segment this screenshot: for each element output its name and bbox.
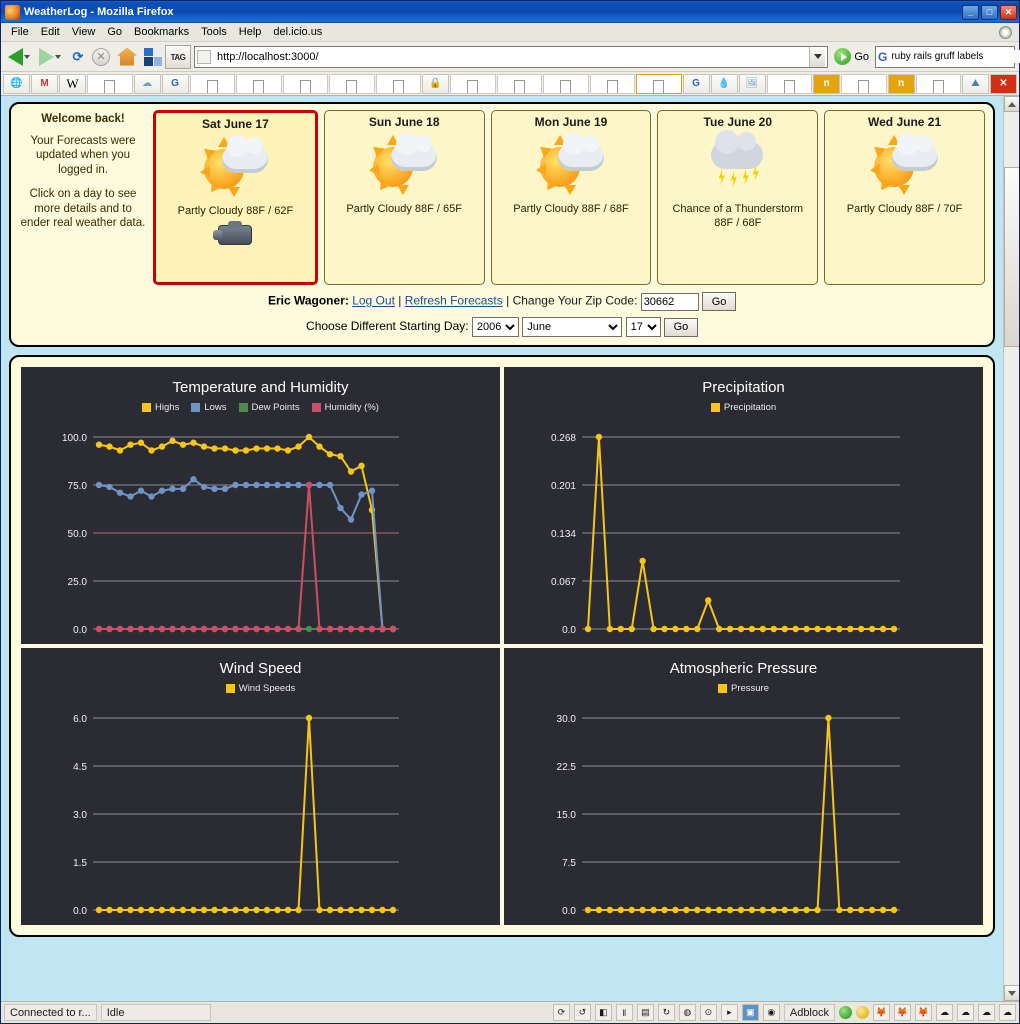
bookmark-page-icon-12[interactable] — [841, 74, 887, 94]
day-text: Partly Cloudy 88F / 70F — [846, 203, 963, 215]
starting-day-chooser — [19, 317, 985, 337]
status-icon-2[interactable]: ↺ — [574, 1004, 591, 1021]
chooser-go-button[interactable]: Go — [664, 318, 698, 337]
partly-cloudy-icon — [159, 133, 312, 205]
menu-go[interactable]: Go — [107, 26, 123, 38]
chart-wind-speed — [21, 648, 500, 925]
firefox-icon — [5, 5, 20, 20]
y-tick-4: 100.0 — [61, 433, 87, 444]
go-arrow-icon — [834, 48, 851, 65]
y-tick-1: 25.0 — [67, 577, 87, 588]
day-name: Wed June 21 — [868, 115, 942, 129]
menu-view[interactable]: View — [71, 26, 96, 38]
bookmark-google-icon[interactable]: G — [162, 74, 189, 94]
partly-cloudy-icon — [828, 131, 981, 203]
bookmark-water-icon[interactable]: 💧 — [711, 74, 738, 94]
chart-svg — [27, 700, 409, 915]
y-tick-4: 6.0 — [73, 714, 87, 725]
navigation-toolbar — [1, 42, 1019, 72]
bookmark-gmail-icon[interactable]: M — [31, 74, 58, 94]
bookmark-page-icon-3[interactable] — [236, 74, 282, 94]
bookmark-page-icon-7[interactable] — [450, 74, 496, 94]
vertical-scrollbar[interactable] — [1003, 96, 1019, 1001]
bookmark-globe-icon[interactable]: 🌐 — [3, 74, 30, 94]
forward-button[interactable] — [36, 44, 64, 70]
go-button[interactable] — [831, 48, 872, 65]
y-tick-2: 0.134 — [550, 529, 576, 540]
bookmark-photo-icon[interactable]: 🖼 — [739, 74, 766, 94]
status-icon-3[interactable]: ◧ — [595, 1004, 612, 1021]
legend-item-highs: Highs — [142, 402, 179, 413]
month-select[interactable] — [522, 317, 622, 337]
user-name: Eric Wagoner: — [267, 293, 349, 308]
zip-go-button[interactable]: Go — [702, 292, 736, 311]
title-bar — [1, 1, 1019, 23]
scrollbar-thumb[interactable] — [1004, 167, 1020, 347]
forecast-day-mon-june-19[interactable] — [491, 110, 652, 285]
gridlines — [582, 718, 900, 910]
status-dot-yellow[interactable] — [856, 1006, 869, 1019]
y-tick-labels — [73, 714, 87, 915]
forecast-day-sat-june-17[interactable] — [153, 110, 318, 285]
welcome-line-1: Your Forecasts were updated when you logged in. — [30, 134, 136, 177]
day-select[interactable] — [626, 317, 661, 337]
legend-item-pressure: Pressure — [718, 683, 769, 694]
status-icon-monitor[interactable]: ▣ — [742, 1004, 759, 1021]
gridlines — [93, 437, 399, 629]
welcome-line-2: Click on a day to see more details and to ender real weather data. — [20, 187, 146, 230]
bookmark-page-icon-4[interactable] — [283, 74, 329, 94]
day-name: Sat June 17 — [202, 117, 269, 131]
y-tick-1: 7.5 — [562, 858, 576, 869]
bookmark-wikipedia-icon[interactable]: W — [59, 74, 86, 94]
adblock-status[interactable]: Adblock — [784, 1004, 835, 1021]
bookmark-page-icon-6[interactable] — [376, 74, 422, 94]
bookmark-cloud-icon[interactable]: ☁ — [134, 74, 161, 94]
home-button[interactable] — [113, 44, 141, 70]
bookmark-active-page-icon[interactable] — [636, 74, 682, 94]
charts-grid — [21, 367, 983, 925]
chart-precipitation — [504, 367, 983, 644]
minimize-button[interactable]: _ — [962, 5, 979, 20]
chart-title: Temperature and Humidity — [172, 379, 349, 396]
day-text: Partly Cloudy 88F / 62F — [177, 205, 294, 217]
reload-icon[interactable]: ⟳ — [72, 48, 84, 64]
y-tick-1: 1.5 — [73, 858, 87, 869]
bookmark-page-icon-9[interactable] — [543, 74, 589, 94]
chart-svg — [510, 700, 910, 915]
y-tick-3: 22.5 — [556, 762, 576, 773]
y-tick-labels — [557, 714, 577, 915]
idle-status: Idle — [101, 1004, 211, 1021]
day-text: Partly Cloudy 88F / 68F — [513, 203, 629, 215]
welcome-box — [19, 110, 147, 285]
bookmark-n-icon-1[interactable]: n — [813, 74, 840, 94]
status-icon-5[interactable]: ▤ — [637, 1004, 654, 1021]
page-viewport — [1, 96, 1019, 1001]
go-label: Go — [854, 50, 869, 63]
account-row — [19, 292, 985, 311]
page-favicon — [197, 50, 211, 64]
status-icon-plugin-1[interactable]: 🦊 — [873, 1004, 890, 1021]
forecast-day-sun-june-18[interactable] — [324, 110, 485, 285]
menu-file[interactable]: File — [11, 26, 29, 38]
y-tick-3: 0.201 — [550, 481, 576, 492]
status-icon-plugin-5[interactable]: ☁ — [957, 1004, 974, 1021]
chart-title: Wind Speed — [219, 660, 302, 677]
tag-button[interactable]: TAG — [165, 45, 191, 69]
y-tick-2: 3.0 — [73, 810, 87, 821]
menu-delicious[interactable]: del.icio.us — [273, 26, 323, 38]
scroll-up-button[interactable] — [1004, 96, 1020, 112]
status-icon-6[interactable]: ↻ — [658, 1004, 675, 1021]
status-icon-globe[interactable]: ◉ — [763, 1004, 780, 1021]
separator-1: | — [398, 293, 402, 308]
maximize-button[interactable]: □ — [981, 5, 998, 20]
menu-bar — [1, 23, 1019, 42]
year-select[interactable] — [472, 317, 519, 337]
status-icon-plugin-2[interactable]: 🦊 — [894, 1004, 911, 1021]
chart-temperature-humidity — [21, 367, 500, 644]
status-bar — [1, 1001, 1019, 1023]
y-tick-labels — [62, 433, 87, 634]
bookmark-mountain-icon[interactable]: ⛰ — [962, 74, 989, 94]
chart-legend — [27, 402, 494, 413]
gear-icon[interactable] — [999, 26, 1012, 39]
stop-icon[interactable]: ✕ — [92, 48, 110, 66]
status-icon-8[interactable]: ⊙ — [700, 1004, 717, 1021]
legend-item-lows: Lows — [191, 402, 226, 413]
gridlines — [93, 718, 399, 910]
y-tick-4: 0.268 — [550, 433, 576, 444]
url-input[interactable] — [215, 50, 809, 64]
chart-svg — [510, 419, 910, 634]
y-tick-0: 0.0 — [562, 906, 576, 915]
y-tick-0: 0.0 — [562, 625, 576, 634]
day-text: Chance of a Thunderstorm 88F / 68F — [672, 203, 804, 229]
status-icon-4[interactable]: ‖ — [616, 1004, 633, 1021]
bookmark-page-icon-5[interactable] — [329, 74, 375, 94]
menu-help[interactable]: Help — [238, 26, 262, 38]
logout-link[interactable]: Log Out — [352, 293, 395, 308]
status-icon-plugin-4[interactable]: ☁ — [936, 1004, 953, 1021]
y-tick-0: 0.0 — [73, 625, 87, 634]
scroll-down-button[interactable] — [1004, 985, 1020, 1001]
search-input[interactable] — [889, 50, 1020, 63]
url-dropdown-icon[interactable] — [809, 47, 825, 67]
chart-atmospheric-pressure — [504, 648, 983, 925]
forecast-day-tue-june-20[interactable] — [657, 110, 818, 285]
day-name: Mon June 19 — [534, 115, 608, 129]
scrollbar-track[interactable] — [1004, 112, 1020, 985]
separator-2: | — [506, 293, 510, 308]
legend-item-precipitation: Precipitation — [711, 402, 776, 413]
charts-panel — [9, 355, 995, 937]
day-text: Partly Cloudy 88F / 65F — [346, 203, 462, 215]
window-controls — [962, 5, 1017, 20]
status-icon-plugin-6[interactable]: ☁ — [978, 1004, 995, 1021]
thunderstorm-icon — [661, 131, 814, 203]
chart-plot-area — [27, 700, 494, 915]
status-icon-7[interactable]: ◍ — [679, 1004, 696, 1021]
y-tick-4: 30.0 — [556, 714, 576, 725]
chart-title: Precipitation — [702, 379, 785, 396]
menu-tools[interactable]: Tools — [201, 26, 227, 38]
bookmark-google-icon-2[interactable]: G — [683, 74, 710, 94]
chart-title: Atmospheric Pressure — [669, 660, 818, 677]
chart-plot-area — [27, 419, 494, 634]
y-tick-2: 50.0 — [67, 529, 87, 540]
legend-item-humidity: Humidity (%) — [312, 402, 379, 413]
zip-label: Change Your Zip Code: — [512, 293, 638, 308]
chart-plot-area — [510, 419, 977, 634]
status-dot-green[interactable] — [839, 1006, 852, 1019]
connection-status: Connected to r... — [4, 1004, 97, 1021]
status-icon-plugin-3[interactable]: 🦊 — [915, 1004, 932, 1021]
bookmark-n-icon-2[interactable]: n — [888, 74, 915, 94]
y-tick-3: 4.5 — [73, 762, 87, 773]
windows-logo-icon[interactable] — [144, 48, 162, 66]
partly-cloudy-icon — [495, 131, 648, 203]
forecast-day-wed-june-21[interactable] — [824, 110, 985, 285]
bookmark-page-icon-1[interactable] — [87, 74, 133, 94]
page-content — [1, 96, 1003, 1001]
y-tick-1: 0.067 — [550, 577, 576, 588]
bookmark-lock-icon[interactable]: 🔒 — [422, 74, 449, 94]
chart-legend — [510, 683, 977, 694]
legend-item-wind-speeds: Wind Speeds — [226, 683, 296, 694]
chooser-label: Choose Different Starting Day: — [306, 319, 469, 333]
bookmark-page-icon-2[interactable] — [190, 74, 236, 94]
webcam-icon[interactable] — [159, 225, 312, 245]
y-tick-2: 15.0 — [556, 810, 576, 821]
address-bar[interactable] — [194, 46, 828, 68]
y-tick-3: 75.0 — [67, 481, 87, 492]
y-tick-labels — [551, 433, 576, 634]
close-button[interactable]: ✕ — [1000, 5, 1017, 20]
bookmark-close-icon[interactable]: ✕ — [990, 74, 1017, 94]
bookmark-page-icon-10[interactable] — [590, 74, 636, 94]
status-icon-plugin-7[interactable]: ☁ — [999, 1004, 1016, 1021]
status-icon-9[interactable]: ▸ — [721, 1004, 738, 1021]
welcome-title: Welcome back! — [41, 113, 125, 125]
day-name: Tue June 20 — [703, 115, 773, 129]
y-tick-0: 0.0 — [73, 906, 87, 915]
bookmarks-toolbar — [1, 72, 1019, 96]
chart-plot-area — [510, 700, 977, 915]
google-icon: G — [878, 49, 888, 64]
partly-cloudy-icon — [328, 131, 481, 203]
forecast-row — [19, 110, 985, 285]
refresh-forecasts-link[interactable]: Refresh Forecasts — [404, 293, 503, 308]
bookmark-page-icon-8[interactable] — [497, 74, 543, 94]
bookmark-page-icon-11[interactable] — [767, 74, 813, 94]
search-bar[interactable] — [875, 46, 1015, 68]
chart-svg — [27, 419, 409, 634]
chart-legend — [27, 683, 494, 694]
legend-item-dew-points: Dew Points — [239, 402, 300, 413]
window-title: WeatherLog - Mozilla Firefox — [24, 6, 174, 18]
day-name: Sun June 18 — [368, 115, 440, 129]
menu-edit[interactable]: Edit — [40, 26, 60, 38]
bookmark-page-icon-13[interactable] — [916, 74, 962, 94]
back-button[interactable] — [5, 44, 33, 70]
chart-legend — [510, 402, 977, 413]
forecast-panel — [9, 102, 995, 347]
zip-input[interactable] — [641, 293, 699, 311]
status-icon-1[interactable]: ⟳ — [553, 1004, 570, 1021]
menu-bookmarks[interactable]: Bookmarks — [134, 26, 190, 38]
gridlines — [582, 437, 900, 629]
